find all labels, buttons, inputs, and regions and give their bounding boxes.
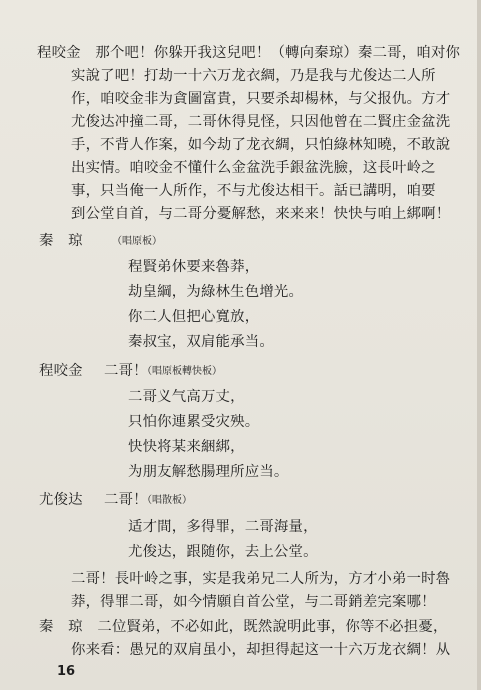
verse-line: 尤俊达，跟随你，去上公堂。 — [128, 544, 318, 560]
text-line: 到公堂自首，与二哥分憂解愁，来来来！快快与咱上綁啊！ — [71, 206, 451, 222]
text-line: 作，咱咬金非为貪圖富貴，只要杀却楊林，与父报仇。方才 — [71, 91, 451, 107]
speaker-name: 尤俊达 — [39, 492, 83, 508]
verse-line: 程賢弟休要来魯莽， — [128, 259, 260, 275]
stage-direction: （唱原板） — [112, 236, 162, 247]
verse-line: 适才間，多得罪，二哥海量， — [128, 519, 318, 535]
verse-line: 劫皇綱，为綠林生色增光。 — [128, 284, 304, 300]
speaker-address: 二哥！ — [104, 492, 148, 508]
text-line: 事，只当俺一人所作，不与尤俊达相干。話已講明，咱要 — [71, 183, 436, 199]
text-line: 实說了吧！打劫一十六万龙衣綢，乃是我与尤俊达二人所 — [71, 68, 436, 84]
text-line: 莽，得罪二哥，如今情願自首公堂，与二哥銷差完案哪！ — [71, 594, 436, 610]
verse-line: 秦叔宝，双肩能承当。 — [128, 334, 274, 350]
text-line: 出实情。咱咬金不懂什么金盆洗手銀盆洗臉，这長叶岭之 — [71, 160, 436, 176]
text-line: 二哥！長叶岭之事，实是我弟兄二人所为，方才小弟一时魯 — [71, 571, 451, 587]
verse-line: 为朋友解愁腸理所应当。 — [128, 464, 289, 480]
text-line: 尤俊达冲撞二哥，二哥休得見怪，只因他曾在二賢庄金盆洗 — [71, 114, 451, 130]
page-number: 16 — [57, 664, 76, 679]
verse-line: 你二人但把心寬放， — [128, 309, 260, 325]
text-line: 秦 琼 二位賢弟，不必如此，既然說明此事，你等不必担憂， — [39, 619, 448, 635]
verse-line: 快快将某来綑綁， — [128, 439, 245, 455]
speaker-name: 程咬金 — [39, 363, 83, 379]
stage-direction: （唱散板） — [142, 495, 192, 506]
stage-direction: （唱原板轉快板） — [142, 366, 222, 377]
text-line: 程咬金 那个吧！你躲开我这兒吧！（轉向秦琼）秦二哥，咱对你 — [37, 45, 461, 61]
verse-line: 只怕你連累受灾殃。 — [128, 414, 260, 430]
text-line: 你来看：愚兄的双肩虽小，却担得起这一十六万龙衣綢！从 — [71, 642, 451, 658]
speaker-name: 秦 琼 — [39, 233, 83, 249]
speaker-address: 二哥！ — [104, 363, 148, 379]
verse-line: 二哥义气高万丈， — [128, 389, 245, 405]
text-line: 手，不背人作案，如今劫了龙衣綢，只怕綠林知曉，不敢說 — [71, 137, 451, 153]
